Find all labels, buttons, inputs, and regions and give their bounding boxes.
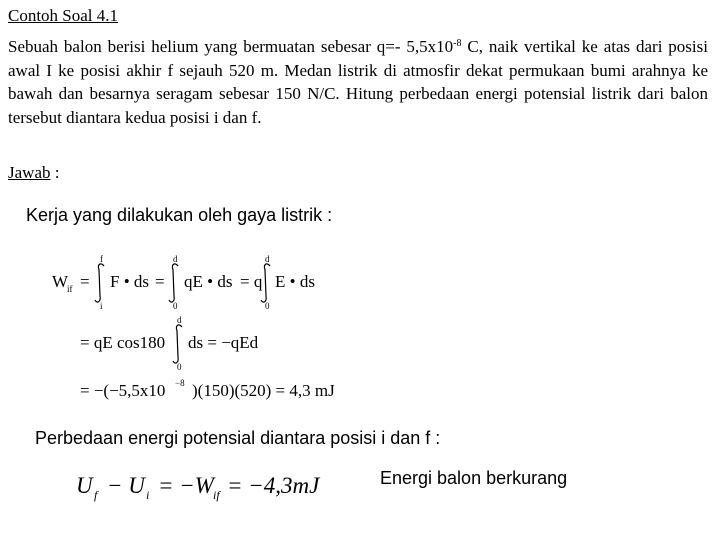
eq1-lhs-sub: if	[67, 284, 73, 294]
eq1-term3: E • ds	[275, 272, 315, 291]
eq1-int2-upper: d	[173, 254, 178, 264]
eq1-int2-lower: 0	[173, 301, 178, 311]
eq4-rhs: = −4,3mJ	[227, 473, 320, 498]
eq1-int1-lower: i	[100, 301, 103, 311]
eq3-exponent: −8	[175, 378, 185, 388]
eq2-prefix: = qE cos180	[80, 333, 166, 352]
eq4-minus-w: = −W	[158, 473, 214, 498]
eq1-equals: =	[80, 272, 90, 291]
integral-sign-4	[173, 325, 182, 363]
eq1-term1: F • ds	[110, 272, 150, 291]
equation-potential-difference	[76, 473, 321, 502]
eq4-u-final-sub: f	[94, 488, 98, 502]
eq1-term2: qE • ds	[184, 272, 233, 291]
eq1-int3-upper: d	[265, 254, 270, 264]
eq2-int-lower: 0	[177, 362, 182, 372]
energy-note: Energi balon berkurang	[380, 468, 568, 488]
problem-text-part1: Sebuah balon berisi helium yang bermuatan sebesar q=- 5,5x10	[8, 37, 454, 56]
eq1-int3-lower: 0	[265, 301, 270, 311]
eq1-int1-upper: f	[100, 254, 103, 264]
integral-sign-2	[169, 264, 178, 302]
eq3-prefix: = −(−5,5x10	[80, 381, 166, 400]
equation-work-cos	[80, 315, 259, 372]
eq4-w-sub: if	[213, 488, 220, 502]
eq1-equals-2: =	[155, 272, 165, 291]
answer-colon: :	[50, 163, 60, 182]
answer-label-text: Jawab	[8, 163, 51, 182]
eq2-term: ds = −qEd	[188, 333, 259, 352]
equation-work-definition	[52, 254, 315, 311]
potential-difference-heading: Perbedaan energi potensial diantara posisi i dan f :	[35, 428, 441, 448]
equation-work-value	[80, 378, 335, 400]
eq2-int-upper: d	[177, 315, 182, 325]
eq4-u-initial-sub: i	[146, 488, 150, 502]
problem-text-part2: C, naik vertikal ke atas dari posisi awal I ke posisi akhir f sejauh 520 m. Medan listrik di atmosfir dekat permukaan bumi arahnya ke bawah dan besarnya seragam sebesar 150 N/C. Hitung perbedaan energi potensial listrik dari balon tersebut diantara kedua posisi i dan f.	[8, 37, 708, 127]
eq3-suffix: )(150)(520) = 4,3 mJ	[192, 381, 335, 400]
eq4-minus-u-initial: − U	[107, 473, 145, 498]
integral-sign-3	[261, 264, 270, 302]
eq1-lhs: W	[52, 272, 69, 291]
eq1-equals-3: = q	[240, 272, 263, 291]
integral-sign-1	[95, 264, 104, 302]
eq4-u-final: U	[76, 473, 93, 498]
work-heading: Kerja yang dilakukan oleh gaya listrik :	[26, 205, 333, 225]
charge-exponent: -8	[453, 38, 462, 49]
example-title: Contoh Soal 4.1	[8, 6, 119, 25]
